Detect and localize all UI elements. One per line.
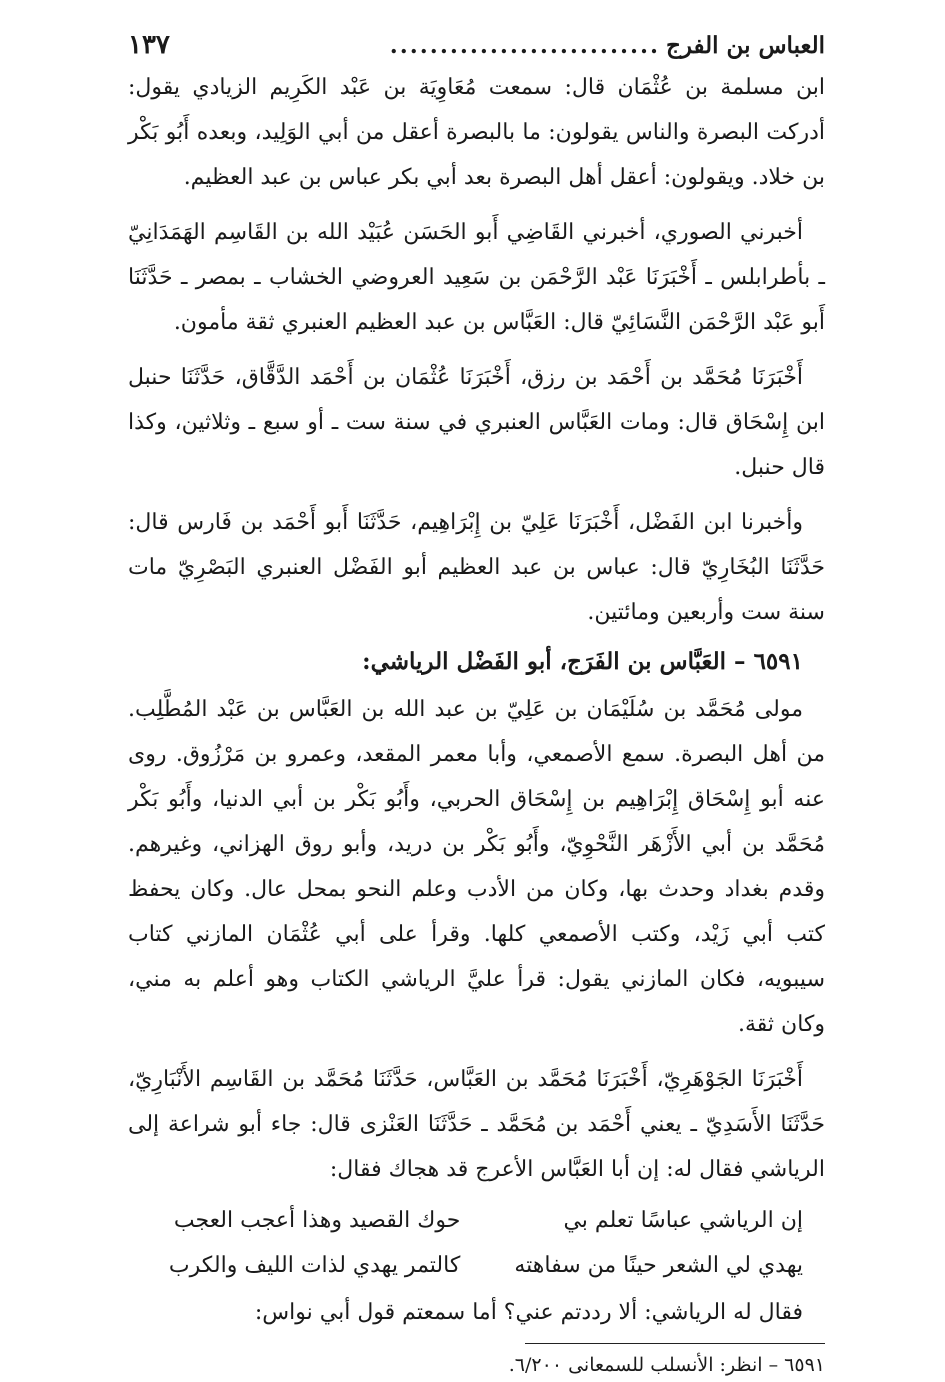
verse-2-second-hemistich: كالتمر يهدي لذات الليف والكرب xyxy=(168,1253,461,1278)
poem xyxy=(128,1198,825,1288)
paragraph-1: ابن مسلمة بن عُثْمَان قال: سمعت مُعَاوِيَة بن عَبْد الكَرِيم الزيادي يقول: أدركت البصرة والناس يقولون: ما بالبصرة أعقل من أبي الوَلِيد، وبعده أَبُو بَكْر بن خلاد. ويقولون: أعقل أهل البصرة بعد أبي بكر عباس بن عبد العظيم. xyxy=(128,75,825,190)
verse-1 xyxy=(128,1198,825,1243)
leader-dots: ........................... xyxy=(389,32,660,59)
footnote-divider xyxy=(525,1343,825,1344)
verse-1-first-hemistich: إن الرياشي عباسًا تعلم بي xyxy=(563,1208,803,1233)
entry-heading: ٦٥٩١ – العَبَّاس بن الفَرَج، أبو الفَضْل الرياشي: xyxy=(362,648,803,675)
entry-paragraph-1: مولى مُحَمَّد بن سُلَيْمَان بن عَلِيّ بن عبد الله بن العَبَّاس بن عَبْد المُطَّلِب. من أهل البصرة. سمع الأصمعي، وأبا معمر المقعد، وعمرو بن مَرْزُوق. روى عنه أبو إِسْحَاق إِبْرَاهِيم بن إِسْحَاق الحربي، وأَبُو بَكْر بن أبي الدنيا، وأَبُو بَكْر مُحَمَّد بن أبي الأَزْهَر النَّحْوِيّ، وأَبُو بَكْر بن دريد، وأبو روق الهزاني، وغيرهم. وقدم بغداد وحدث بها، وكان من الأدب وعلم النحو بمحل عال. وكان يحفظ كتب أبي زَيْد، وكتب الأصمعي كلها. وقرأ على أبي عُثْمَان المازني كتاب سيبويه، فكان المازني يقول: قرأ عليَّ الرياشي الكتاب وهو أعلم به مني، وكان ثقة. xyxy=(128,697,825,1037)
running-header xyxy=(128,26,825,65)
page-number: ١٣٧ xyxy=(128,30,170,60)
entry-paragraph-2: أَخْبَرَنَا الجَوْهَرِيّ، أَخْبَرَنَا مُحَمَّد بن العَبَّاس، حَدَّثَنَا مُحَمَّد بن القَاسِم الأَنْبَارِيّ، حَدَّثَنَا الأَسَدِيّ ـ يعني أَحْمَد بن مُحَمَّد ـ حَدَّثَنَا العَنْزى قال: جاء أبو شراعة إلى الرياشي فقال له: إن أبا العَبَّاس الأعرج قد هجاك فقال: xyxy=(128,1067,825,1182)
footnote: ٦٥٩١ – انظر: الأنسلب للسمعانى ٦/٢٠٠. xyxy=(508,1354,825,1376)
verse-2-first-hemistich: يهدي لي الشعر حينًا من سفاهته xyxy=(514,1253,803,1278)
closing-line: فقال له الرياشي: ألا رددتم عني؟ أما سمعتم قول أبي نواس: xyxy=(254,1300,803,1325)
verse-2 xyxy=(128,1243,825,1288)
paragraph-3: أَخْبَرَنَا مُحَمَّد بن أَحْمَد بن رزق، أَخْبَرَنَا عُثْمَان بن أَحْمَد الدَّقَّاق، حَدَّثَنَا حنبل ابن إِسْحَاق قال: ومات العَبَّاس العنبري في سنة ست ـ أو سبع ـ وثلاثين، وكذا قال حنبل. xyxy=(128,365,825,480)
previous-entry-continuation xyxy=(128,65,825,635)
paragraph-2: أخبرني الصوري، أخبرني القَاضِي أَبو الحَسَن عُبَيْد الله بن القَاسِم الهَمَدَانِيّ ـ بأطرابلس ـ أَخْبَرَنَا عَبْد الرَّحْمَن بن سَعِيد العروضي الخشاب ـ بمصر ـ حَدَّثَنَا أَبو عَبْد الرَّحْمَن النَّسَائِيّ قال: العَبَّاس بن عبد العظيم العنبري ثقة مأمون. xyxy=(128,220,826,335)
running-title: العباس بن الفرج xyxy=(665,32,825,59)
biography-entry xyxy=(128,639,825,1335)
paragraph-4: وأخبرنا ابن الفَضْل، أَخْبَرَنَا عَلِيّ بن إِبْرَاهِيم، حَدَّثَنَا أَبو أَحْمَد بن فَارس قال: حَدَّثَنَا البُخَارِيّ قال: عباس بن عبد العظيم أبو الفَضْل العنبري البَصْرِيّ مات سنة ست وأربعين ومائتين. xyxy=(128,510,825,625)
verse-1-second-hemistich: حوك القصيد وهذا أعجب العجب xyxy=(173,1208,461,1233)
